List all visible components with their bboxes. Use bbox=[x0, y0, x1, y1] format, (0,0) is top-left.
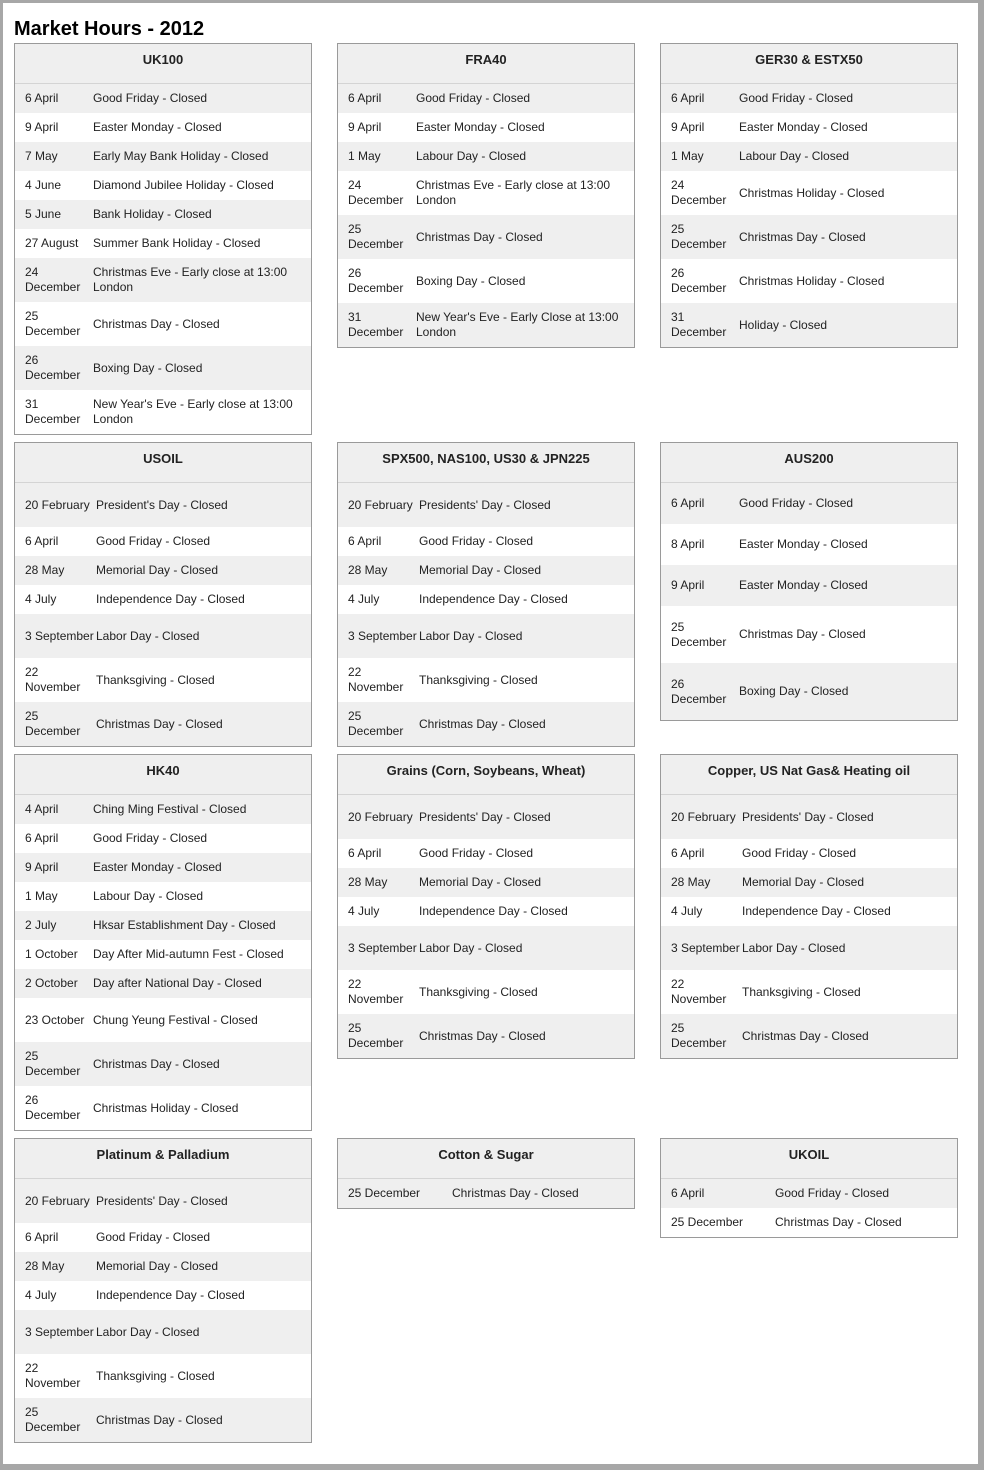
holiday-description: Christmas Holiday - Closed bbox=[739, 273, 885, 288]
holiday-description: Labor Day - Closed bbox=[419, 940, 523, 955]
table-row bbox=[661, 970, 957, 1014]
holiday-description: Christmas Day - Closed bbox=[739, 627, 866, 641]
holiday-date: 2 July bbox=[25, 918, 57, 932]
holiday-date: 25 December bbox=[25, 309, 81, 338]
holiday-date: 4 July bbox=[348, 904, 380, 918]
holiday-date: 25 December bbox=[348, 1021, 404, 1050]
holiday-description: Presidents' Day - Closed bbox=[419, 497, 551, 512]
holiday-description: Christmas Day - Closed bbox=[419, 1028, 546, 1043]
holiday-description: Good Friday - Closed bbox=[739, 91, 854, 105]
holiday-date: 6 April bbox=[25, 1230, 59, 1244]
holiday-date: 25 December bbox=[25, 1049, 81, 1078]
holiday-date: 4 July bbox=[348, 592, 380, 606]
holiday-description: Independence Day - Closed bbox=[742, 904, 891, 918]
page-title: Market Hours - 2012 bbox=[14, 18, 205, 40]
holiday-description: Thanksgiving - Closed bbox=[419, 672, 538, 687]
table-row bbox=[661, 565, 957, 606]
table-row bbox=[338, 142, 634, 171]
holiday-description: Memorial Day - Closed bbox=[96, 563, 219, 577]
page-frame-bottom bbox=[0, 1464, 984, 1470]
table-row bbox=[15, 1310, 311, 1354]
holiday-description: Presidents' Day - Closed bbox=[96, 1193, 228, 1208]
table-row bbox=[15, 795, 311, 824]
holiday-description: Day After Mid-autumn Fest - Closed bbox=[93, 947, 284, 961]
holiday-description: Good Friday - Closed bbox=[416, 91, 531, 105]
table-row bbox=[15, 1252, 311, 1281]
holiday-description: Independence Day - Closed bbox=[96, 592, 245, 606]
holiday-description: Good Friday - Closed bbox=[739, 496, 854, 510]
table-row bbox=[338, 1014, 634, 1058]
holiday-description: Diamond Jubilee Holiday - Closed bbox=[93, 178, 274, 192]
holiday-description: Memorial Day - Closed bbox=[419, 563, 542, 577]
table-title: FRA40 bbox=[338, 44, 634, 84]
table-row bbox=[338, 215, 634, 259]
holiday-description: Christmas Day - Closed bbox=[419, 716, 546, 731]
holiday-table-hk40 bbox=[14, 754, 312, 1131]
holiday-date: 26 December bbox=[671, 676, 727, 706]
holiday-description: Boxing Day - Closed bbox=[93, 360, 203, 375]
holiday-date: 9 April bbox=[671, 578, 705, 592]
holiday-date: 28 May bbox=[671, 875, 711, 889]
holiday-description: Christmas Day - Closed bbox=[96, 1412, 223, 1427]
holiday-date: 5 June bbox=[25, 207, 62, 221]
holiday-description: Labour Day - Closed bbox=[739, 149, 850, 163]
holiday-description: Good Friday - Closed bbox=[96, 1230, 211, 1244]
table-row bbox=[338, 171, 634, 215]
table-row bbox=[338, 483, 634, 527]
holiday-date: 22 November bbox=[671, 977, 727, 1006]
holiday-date: 28 May bbox=[348, 563, 388, 577]
table-body bbox=[338, 1179, 634, 1208]
holiday-description: Independence Day - Closed bbox=[419, 592, 568, 606]
table-body bbox=[661, 84, 957, 347]
holiday-date: 1 October bbox=[25, 947, 78, 961]
table-row bbox=[15, 614, 311, 658]
table-row bbox=[15, 390, 311, 434]
holiday-description: Presidents' Day - Closed bbox=[742, 809, 874, 824]
holiday-date: 28 May bbox=[25, 563, 65, 577]
table-body bbox=[338, 483, 634, 746]
holiday-description: Hksar Establishment Day - Closed bbox=[93, 918, 276, 932]
holiday-description: Thanksgiving - Closed bbox=[96, 672, 215, 687]
table-row bbox=[15, 1281, 311, 1310]
holiday-date: 22 November bbox=[25, 1361, 81, 1390]
table-row bbox=[338, 84, 634, 113]
holiday-date: 7 May bbox=[25, 149, 58, 163]
holiday-date: 4 June bbox=[25, 178, 62, 192]
table-row bbox=[15, 113, 311, 142]
holiday-date: 25 December bbox=[348, 222, 404, 251]
holiday-date: 25 December bbox=[25, 1405, 81, 1434]
holiday-description: Christmas Day - Closed bbox=[93, 316, 220, 331]
holiday-date: 26 December bbox=[671, 266, 727, 295]
table-row bbox=[15, 1223, 311, 1252]
holiday-description: Bank Holiday - Closed bbox=[93, 207, 212, 221]
holiday-table-copper-us-nat-gas-heating-oil bbox=[660, 754, 958, 1059]
holiday-table-usoil bbox=[14, 442, 312, 747]
holiday-description: Independence Day - Closed bbox=[419, 904, 568, 918]
holiday-description: Christmas Holiday - Closed bbox=[93, 1100, 239, 1115]
holiday-date: 31 December bbox=[25, 397, 81, 426]
table-row bbox=[661, 113, 957, 142]
table-title: SPX500, NAS100, US30 & JPN225 bbox=[338, 443, 634, 483]
table-row bbox=[15, 527, 311, 556]
table-row bbox=[661, 839, 957, 868]
holiday-date: 3 September bbox=[25, 1324, 94, 1339]
table-row bbox=[661, 303, 957, 347]
table-row bbox=[661, 215, 957, 259]
holiday-date: 8 April bbox=[671, 537, 705, 551]
holiday-description: Chung Yeung Festival - Closed bbox=[93, 1012, 258, 1027]
holiday-date: 23 October bbox=[25, 1012, 85, 1027]
table-row bbox=[661, 868, 957, 897]
holiday-date: 22 November bbox=[348, 665, 404, 694]
holiday-date: 3 September bbox=[348, 628, 417, 643]
holiday-description: Easter Monday - Closed bbox=[93, 860, 222, 874]
table-row bbox=[661, 897, 957, 926]
table-body bbox=[338, 795, 634, 1058]
holiday-date: 6 April bbox=[25, 534, 59, 548]
table-row bbox=[15, 346, 311, 390]
holiday-date: 26 December bbox=[348, 266, 404, 295]
table-row bbox=[15, 483, 311, 527]
holiday-date: 31 December bbox=[671, 310, 727, 339]
table-row bbox=[15, 200, 311, 229]
holiday-date: 6 April bbox=[348, 91, 382, 105]
holiday-date: 31 December bbox=[348, 310, 404, 339]
table-row bbox=[15, 258, 311, 302]
table-row bbox=[15, 1398, 311, 1442]
page-frame-left bbox=[0, 0, 3, 1470]
holiday-date: 24 December bbox=[25, 265, 81, 294]
table-row bbox=[15, 142, 311, 171]
holiday-date: 20 February bbox=[25, 1193, 90, 1208]
holiday-table-ger30-estx50 bbox=[660, 43, 958, 348]
holiday-date: 1 May bbox=[25, 889, 58, 903]
holiday-description: Early May Bank Holiday - Closed bbox=[93, 149, 269, 163]
table-row bbox=[15, 658, 311, 702]
table-title: Grains (Corn, Soybeans, Wheat) bbox=[338, 755, 634, 795]
holiday-date: 25 December bbox=[671, 222, 727, 251]
table-row bbox=[15, 1354, 311, 1398]
table-row bbox=[15, 702, 311, 746]
table-row bbox=[338, 926, 634, 970]
holiday-date: 9 April bbox=[25, 860, 59, 874]
holiday-description: New Year's Eve - Early Close at 13:00 London bbox=[416, 310, 619, 339]
holiday-date: 6 April bbox=[671, 91, 705, 105]
holiday-table-grains-corn-soybeans-wheat bbox=[337, 754, 635, 1059]
table-title: Copper, US Nat Gas& Heating oil bbox=[661, 755, 957, 795]
holiday-description: Easter Monday - Closed bbox=[93, 120, 222, 134]
holiday-description: Presidents' Day - Closed bbox=[419, 809, 551, 824]
holiday-date: 26 December bbox=[25, 1093, 81, 1122]
holiday-date: 1 May bbox=[671, 149, 704, 163]
table-body bbox=[15, 483, 311, 746]
holiday-date: 6 April bbox=[671, 496, 705, 510]
table-body bbox=[15, 795, 311, 1130]
table-row bbox=[15, 556, 311, 585]
table-row bbox=[661, 171, 957, 215]
table-title: HK40 bbox=[15, 755, 311, 795]
table-body bbox=[661, 483, 957, 720]
holiday-description: Independence Day - Closed bbox=[96, 1288, 245, 1302]
holiday-description: Easter Monday - Closed bbox=[739, 537, 868, 551]
table-row bbox=[338, 585, 634, 614]
holiday-date: 20 February bbox=[348, 497, 413, 512]
table-body bbox=[15, 1179, 311, 1442]
table-row bbox=[338, 970, 634, 1014]
holiday-description: Boxing Day - Closed bbox=[416, 273, 526, 288]
holiday-description: Summer Bank Holiday - Closed bbox=[93, 236, 261, 250]
table-row bbox=[661, 259, 957, 303]
table-title: Platinum & Palladium bbox=[15, 1139, 311, 1179]
table-row bbox=[15, 853, 311, 882]
holiday-description: Good Friday - Closed bbox=[419, 846, 534, 860]
holiday-description: Christmas Day - Closed bbox=[775, 1215, 902, 1229]
page-frame-top bbox=[0, 0, 984, 3]
holiday-table-aus200 bbox=[660, 442, 958, 721]
holiday-date: 25 December bbox=[25, 709, 81, 738]
holiday-description: Labor Day - Closed bbox=[96, 628, 200, 643]
holiday-date: 1 May bbox=[348, 149, 381, 163]
holiday-table-spx500-nas100-us30-jpn225 bbox=[337, 442, 635, 747]
holiday-date: 9 April bbox=[25, 120, 59, 134]
holiday-date: 28 May bbox=[25, 1259, 65, 1273]
holiday-description: Christmas Day - Closed bbox=[742, 1028, 869, 1043]
table-row bbox=[661, 663, 957, 720]
table-row bbox=[661, 606, 957, 663]
holiday-description: Thanksgiving - Closed bbox=[419, 984, 538, 999]
holiday-date: 6 April bbox=[348, 534, 382, 548]
holiday-description: Labour Day - Closed bbox=[93, 889, 204, 903]
table-row bbox=[338, 1179, 634, 1208]
holiday-description: Day after National Day - Closed bbox=[93, 976, 262, 990]
holiday-description: Boxing Day - Closed bbox=[739, 684, 849, 698]
holiday-description: Labor Day - Closed bbox=[419, 628, 523, 643]
holiday-table-uk100 bbox=[14, 43, 312, 435]
holiday-description: Memorial Day - Closed bbox=[419, 875, 542, 889]
table-body bbox=[338, 84, 634, 347]
holiday-date: 25 December bbox=[671, 619, 727, 649]
holiday-description: Thanksgiving - Closed bbox=[742, 984, 861, 999]
holiday-description: Christmas Day - Closed bbox=[93, 1056, 220, 1071]
holiday-date: 22 November bbox=[25, 665, 81, 694]
table-row bbox=[661, 1179, 957, 1208]
table-row bbox=[15, 1086, 311, 1130]
holiday-description: Holiday - Closed bbox=[739, 317, 828, 332]
holiday-description: Good Friday - Closed bbox=[96, 534, 211, 548]
holiday-date: 9 April bbox=[671, 120, 705, 134]
holiday-date: 6 April bbox=[671, 1186, 705, 1200]
holiday-date: 3 September bbox=[25, 628, 94, 643]
table-title: UKOIL bbox=[661, 1139, 957, 1179]
holiday-date: 9 April bbox=[348, 120, 382, 134]
holiday-description: Ching Ming Festival - Closed bbox=[93, 802, 247, 816]
table-title: UK100 bbox=[15, 44, 311, 84]
holiday-date: 4 July bbox=[671, 904, 703, 918]
table-title: GER30 & ESTX50 bbox=[661, 44, 957, 84]
table-row bbox=[15, 585, 311, 614]
holiday-date: 25 December bbox=[348, 1186, 421, 1200]
holiday-date: 20 February bbox=[671, 809, 736, 824]
holiday-date: 24 December bbox=[671, 178, 727, 207]
holiday-date: 3 September bbox=[348, 940, 417, 955]
holiday-description: Christmas Holiday - Closed bbox=[739, 185, 885, 200]
holiday-date: 27 August bbox=[25, 236, 79, 250]
holiday-date: 4 July bbox=[25, 1288, 57, 1302]
table-row bbox=[338, 259, 634, 303]
holiday-description: Christmas Day - Closed bbox=[452, 1186, 579, 1200]
page-frame-right bbox=[978, 0, 984, 1470]
holiday-description: Labor Day - Closed bbox=[96, 1324, 200, 1339]
holiday-table-ukoil bbox=[660, 1138, 958, 1238]
holiday-date: 28 May bbox=[348, 875, 388, 889]
table-row bbox=[661, 483, 957, 524]
table-row bbox=[661, 795, 957, 839]
holiday-table-cotton-sugar bbox=[337, 1138, 635, 1209]
holiday-description: Thanksgiving - Closed bbox=[96, 1368, 215, 1383]
holiday-date: 24 December bbox=[348, 178, 404, 207]
holiday-description: Christmas Day - Closed bbox=[416, 229, 543, 244]
table-row bbox=[661, 1208, 957, 1237]
holiday-description: Memorial Day - Closed bbox=[96, 1259, 219, 1273]
table-row bbox=[338, 303, 634, 347]
table-row bbox=[15, 1042, 311, 1086]
table-row bbox=[338, 527, 634, 556]
table-row bbox=[15, 84, 311, 113]
holiday-table-fra40 bbox=[337, 43, 635, 348]
table-row bbox=[338, 658, 634, 702]
table-row bbox=[15, 229, 311, 258]
holiday-date: 26 December bbox=[25, 353, 81, 382]
table-row bbox=[15, 1179, 311, 1223]
holiday-description: Labour Day - Closed bbox=[416, 149, 527, 163]
table-body bbox=[661, 1179, 957, 1237]
holiday-description: Christmas Eve - Early close at 13:00 London bbox=[93, 265, 288, 294]
table-row bbox=[661, 84, 957, 113]
holiday-description: New Year's Eve - Early close at 13:00 London bbox=[93, 397, 293, 426]
table-row bbox=[661, 142, 957, 171]
holiday-description: Easter Monday - Closed bbox=[416, 120, 545, 134]
table-row bbox=[338, 614, 634, 658]
holiday-description: Memorial Day - Closed bbox=[742, 875, 865, 889]
holiday-description: Good Friday - Closed bbox=[93, 831, 208, 845]
table-title: USOIL bbox=[15, 443, 311, 483]
holiday-date: 20 February bbox=[348, 809, 413, 824]
holiday-table-platinum-palladium bbox=[14, 1138, 312, 1443]
holiday-date: 4 July bbox=[25, 592, 57, 606]
holiday-description: Good Friday - Closed bbox=[93, 91, 208, 105]
table-title: Cotton & Sugar bbox=[338, 1139, 634, 1179]
table-row bbox=[338, 868, 634, 897]
holiday-date: 6 April bbox=[671, 846, 705, 860]
holiday-date: 2 October bbox=[25, 976, 78, 990]
table-row bbox=[661, 926, 957, 970]
holiday-description: President's Day - Closed bbox=[96, 497, 228, 512]
table-row bbox=[661, 524, 957, 565]
table-title: AUS200 bbox=[661, 443, 957, 483]
holiday-description: Easter Monday - Closed bbox=[739, 120, 868, 134]
table-row bbox=[15, 998, 311, 1042]
holiday-date: 22 November bbox=[348, 977, 404, 1006]
table-row bbox=[15, 302, 311, 346]
holiday-date: 4 April bbox=[25, 802, 59, 816]
table-row bbox=[15, 969, 311, 998]
table-row bbox=[338, 556, 634, 585]
table-row bbox=[661, 1014, 957, 1058]
holiday-description: Christmas Day - Closed bbox=[96, 716, 223, 731]
holiday-date: 6 April bbox=[25, 91, 59, 105]
holiday-date: 3 September bbox=[671, 940, 740, 955]
table-row bbox=[15, 911, 311, 940]
holiday-date: 20 February bbox=[25, 497, 90, 512]
table-row bbox=[15, 882, 311, 911]
holiday-date: 25 December bbox=[348, 709, 404, 738]
holiday-description: Good Friday - Closed bbox=[775, 1186, 890, 1200]
holiday-description: Labor Day - Closed bbox=[742, 940, 846, 955]
table-row bbox=[15, 940, 311, 969]
holiday-date: 25 December bbox=[671, 1021, 727, 1050]
holiday-description: Good Friday - Closed bbox=[419, 534, 534, 548]
table-row bbox=[338, 702, 634, 746]
table-row bbox=[15, 171, 311, 200]
table-row bbox=[338, 795, 634, 839]
table-row bbox=[338, 897, 634, 926]
holiday-description: Easter Monday - Closed bbox=[739, 578, 868, 592]
table-row bbox=[338, 113, 634, 142]
table-row bbox=[15, 824, 311, 853]
holiday-date: 6 April bbox=[348, 846, 382, 860]
holiday-date: 25 December bbox=[671, 1215, 744, 1229]
holiday-description: Good Friday - Closed bbox=[742, 846, 857, 860]
table-row bbox=[338, 839, 634, 868]
table-body bbox=[661, 795, 957, 1058]
holiday-description: Christmas Day - Closed bbox=[739, 229, 866, 244]
table-body bbox=[15, 84, 311, 434]
holiday-date: 6 April bbox=[25, 831, 59, 845]
holiday-description: Christmas Eve - Early close at 13:00 London bbox=[416, 178, 611, 207]
